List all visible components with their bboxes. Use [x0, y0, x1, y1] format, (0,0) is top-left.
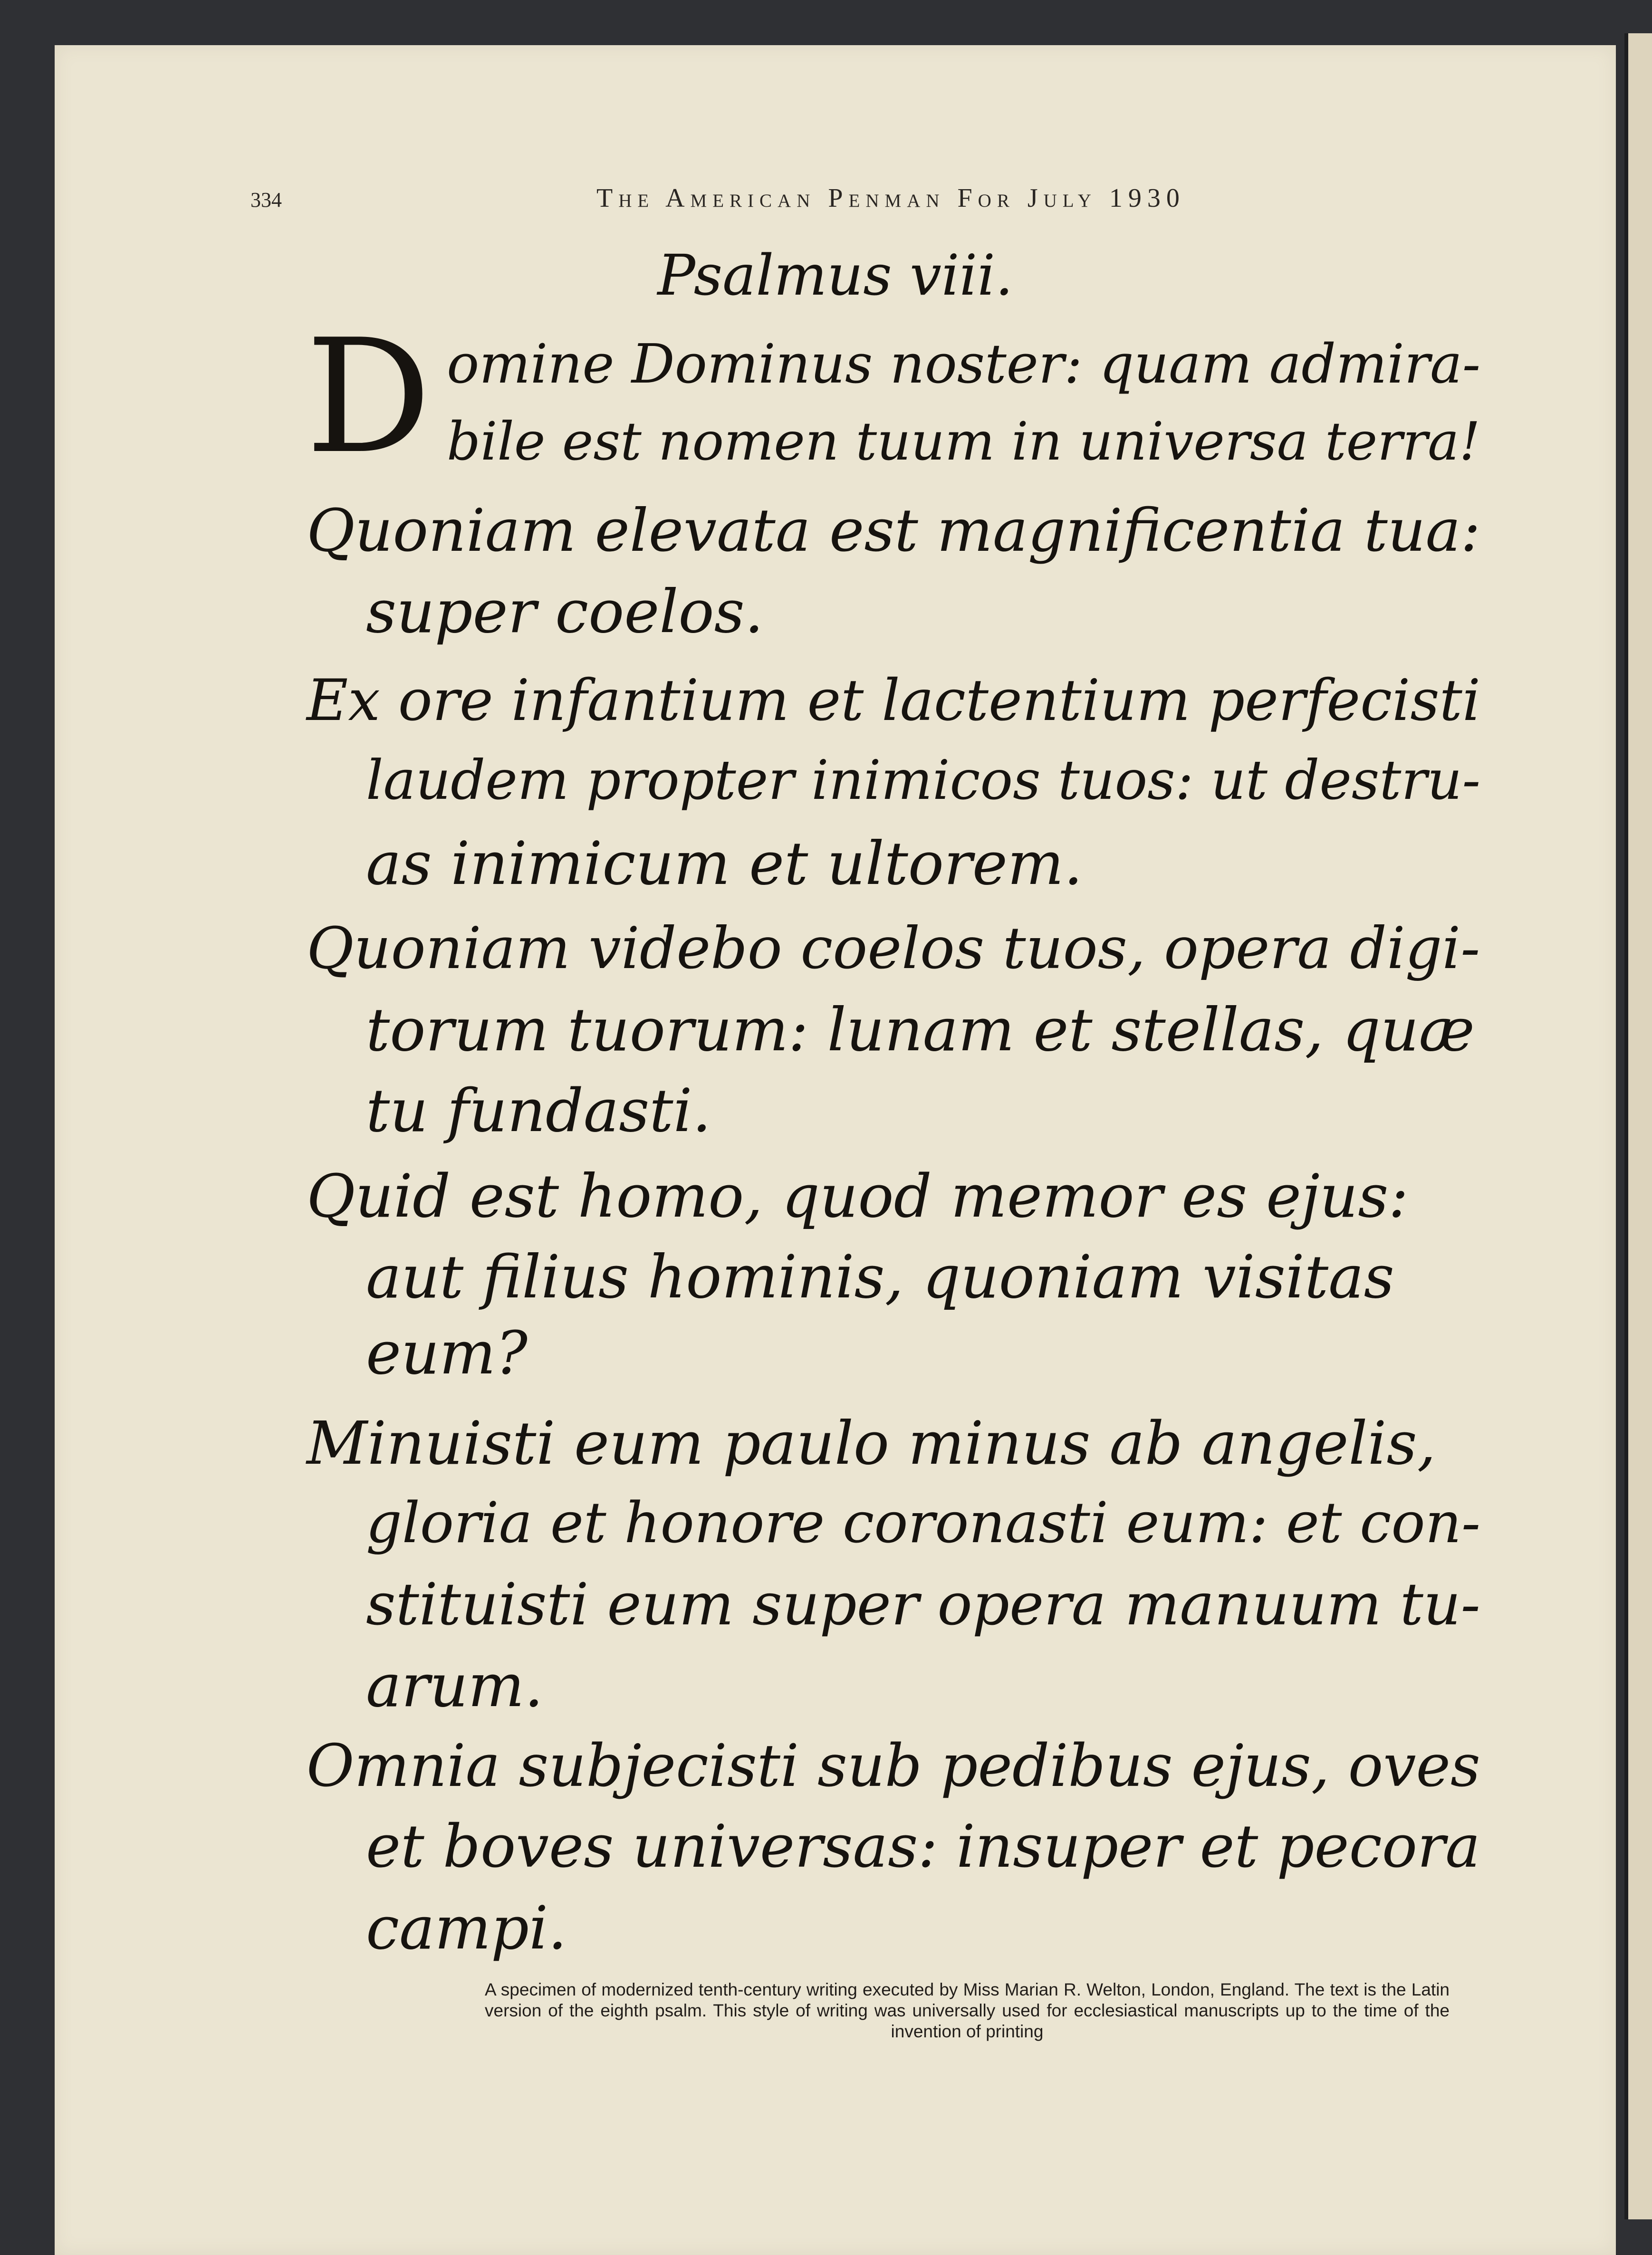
psalm-line: arum. — [366, 1651, 544, 1720]
psalm-line: eum? — [366, 1319, 528, 1388]
psalm-line: aut filius hominis, quoniam visitas — [366, 1243, 1394, 1312]
running-head: The American Penman For July 1930 — [596, 183, 1185, 213]
psalm-line: Quoniam elevata est magnificentia tua: — [307, 497, 1481, 565]
psalm-line: tu fundasti. — [366, 1076, 711, 1145]
psalm-line: Quoniam videbo coelos tuos, opera digi- — [307, 914, 1480, 982]
psalm-line: campi. — [366, 1894, 567, 1963]
figure-caption: A specimen of modernized tenth-century writing executed by Miss Marian R. Welton, London, England. The text is the Latin version of the eighth psalm. This style of writing was universally used for ecclesiastical manuscripts up to the time of the invention of printing — [485, 1980, 1450, 2041]
psalm-line: as inimicum et ultorem. — [366, 829, 1083, 898]
psalm-line: bile est nomen tuum in universa terra! — [447, 411, 1480, 472]
page-number: 334 — [250, 188, 282, 211]
psalm-line: laudem propter inimicos tuos: ut destru- — [366, 748, 1481, 812]
psalm-line: gloria et honore coronasti eum: et con- — [366, 1490, 1481, 1555]
psalm-line: torum tuorum: lunam et stellas, quæ — [366, 996, 1475, 1065]
psalm-line: stituisti eum super opera manuum tu- — [366, 1571, 1480, 1638]
magazine-page — [55, 45, 1616, 2255]
psalm-line: Omnia subjecisti sub pedibus ejus, oves — [307, 1732, 1480, 1800]
psalm-line: super coelos. — [366, 577, 764, 646]
psalm-title: Psalmus viii. — [657, 242, 1013, 308]
drop-cap: D — [306, 306, 432, 488]
psalm-line: omine Dominus noster: quam admira- — [447, 333, 1481, 395]
psalm-line: Quid est homo, quod memor es ejus: — [307, 1162, 1409, 1231]
adjacent-page-edge — [1624, 33, 1652, 2219]
psalm-line: Ex ore infantium et lactentium perfecisti — [307, 668, 1481, 734]
psalm-line: et boves universas: insuper et pecora — [366, 1813, 1480, 1881]
psalm-line: Minuisti eum paulo minus ab angelis, — [307, 1409, 1436, 1478]
